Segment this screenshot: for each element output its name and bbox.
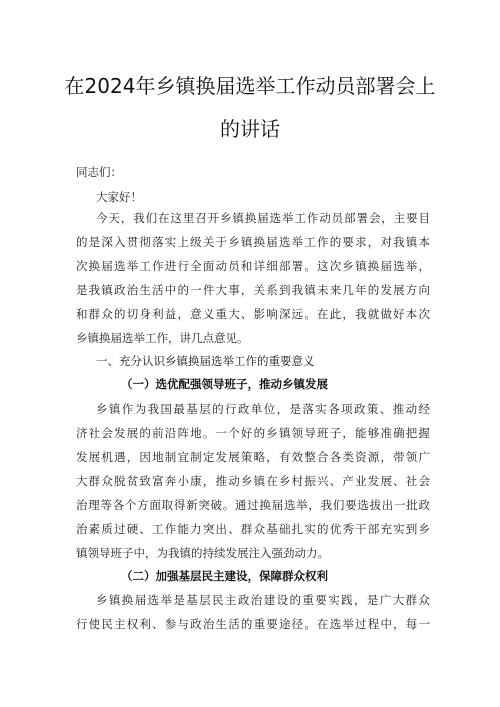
intro-line-1: 今天，我们在这里召开乡镇换届选举工作动员部署会，主要目 bbox=[96, 211, 430, 225]
intro-line-3: 次换届选举工作进行全面动员和详细部署。这次乡镇换届选举， bbox=[76, 259, 430, 273]
salutation: 同志们： bbox=[76, 165, 122, 179]
intro-line-6: 乡镇换届选举工作，讲几点意见。 bbox=[76, 331, 249, 345]
greeting: 大家好！ bbox=[96, 190, 142, 204]
intro-line-2: 的是深入贯彻落实上级关于乡镇换届选举工作的要求，对我镇本 bbox=[76, 235, 430, 249]
subsection-1-line-6: 治素质过硬、工作能力突出、群众基础扎实的优秀干部充实到乡 bbox=[76, 522, 430, 536]
subsection-1-heading: （一）选优配强领导班子，推动乡镇发展 bbox=[121, 377, 328, 391]
subsection-2-line-2: 行使民主权利、参与政治生活的重要途径。在选举过程中，每一 bbox=[76, 617, 430, 631]
subsection-1-line-2: 济社会发展的前沿阵地。一个好的乡镇领导班子，能够准确把握 bbox=[76, 426, 430, 440]
subsection-1-line-5: 治理等各个方面取得新突破。通过换届选举，我们要选拔出一批政 bbox=[76, 498, 430, 512]
subsection-2-heading: （二）加强基层民主建设，保障群众权利 bbox=[121, 569, 328, 583]
subsection-1-line-1: 乡镇作为我国最基层的行政单位，是落实各项政策、推动经 bbox=[96, 402, 430, 416]
intro-line-4: 是我镇政治生活中的一件大事，关系到我镇未来几年的发展方向 bbox=[76, 283, 430, 297]
subsection-1-line-7: 镇领导班子中，为我镇的持续发展注入强劲动力。 bbox=[76, 546, 329, 560]
section-1-heading: 一、充分认识乡镇换届选举工作的重要意义 bbox=[96, 354, 315, 368]
subsection-1-line-3: 发展机遇，因地制宜制定发展策略，有效整合各类资源，带领广 bbox=[76, 450, 430, 464]
intro-line-5: 和群众的切身利益，意义重大、影响深远。在此，我就做好本次 bbox=[76, 307, 430, 321]
document-title-line-2: 的讲话 bbox=[220, 117, 280, 141]
subsection-1-line-4: 大群众脱贫致富奔小康，推动乡镇在乡村振兴、产业发展、社会 bbox=[76, 474, 430, 488]
subsection-2-line-1: 乡镇换届选举是基层民主政治建设的重要实践，是广大群众 bbox=[96, 593, 430, 607]
document-title-line-1: 在2024年乡镇换届选举工作动员部署会上 bbox=[64, 74, 436, 98]
